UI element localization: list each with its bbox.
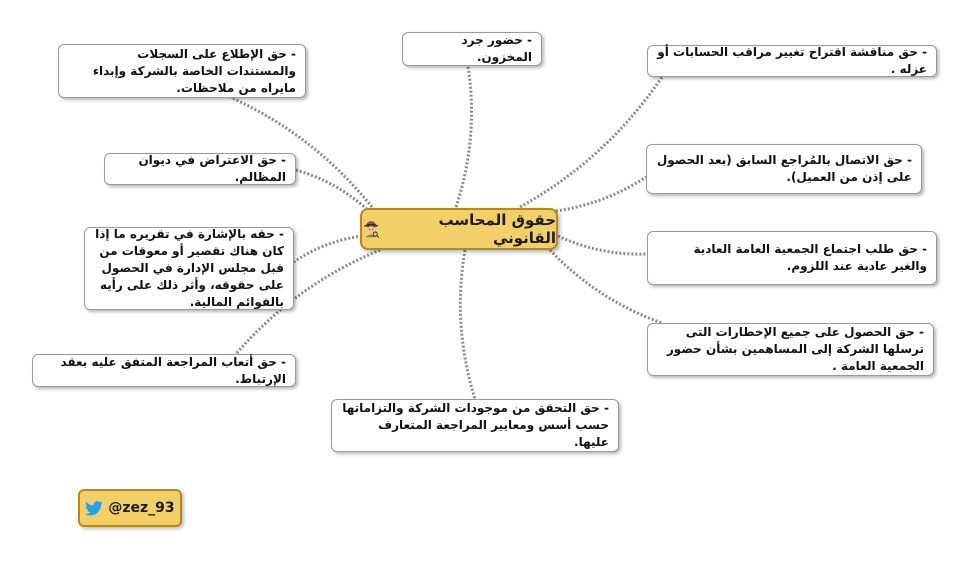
node-notifications: - حق الحصول على جميع الإخطارات التى ترسلها الشركة إلى المساهمين بشأن حضور الجمعية العامة . [647,323,934,376]
node-verify-assets: - حق التحقق من موجودات الشركة والتزاماتها حسب أسس ومعايير المراجعة المتعارف عليها. [331,399,619,452]
central-topic-title: حقوق المحاسب القانوني [438,211,556,247]
twitter-bird-icon [85,501,103,516]
node-inventory: - حضور جرد المخزون. [402,32,542,66]
node-records: - حق الإطلاع على السجلات والمستندات الخاصة بالشركة وإبداء مايراه من ملاحظات. [58,44,306,98]
node-grievances: - حق الاعتراض في ديوان المظالم. [104,153,296,185]
connector-general-assembly [558,236,647,254]
connector-notifications [550,250,662,323]
connector-prior-auditor [548,177,646,212]
connector-inventory [456,66,472,207]
connector-verify-assets [460,250,475,399]
connector-report-obstacles [294,236,362,262]
detective-emoji-icon [362,219,380,239]
node-prior-auditor: - حق الاتصال بالمُراجع السابق (بعد الحصول على إذن من العميل). [646,144,922,194]
node-fees: - حق أتعاب المراجعة المتفق عليه بعقد الإرتباط. [32,354,296,387]
twitter-handle-text: @zez_93 [108,500,175,516]
node-general-assembly: - حق طلب اجتماع الجمعية العامة العادية والغير عادية عند اللزوم. [647,231,937,285]
node-change-auditor: - حق مناقشة اقتراح تغيير مراقب الحسابات أو عزله . [647,45,937,77]
connector-change-auditor [520,77,662,207]
central-topic [360,208,558,250]
twitter-handle-badge[interactable] [78,489,182,527]
node-report-obstacles: - حقه بالإشارة في تقريره ما إذا كان هناك تقصير أو معوقات من قبل مجلس الإدارة في الحصول على حقوقه، وأثر ذلك على رأيه بالقوائم المالية. [84,227,294,310]
